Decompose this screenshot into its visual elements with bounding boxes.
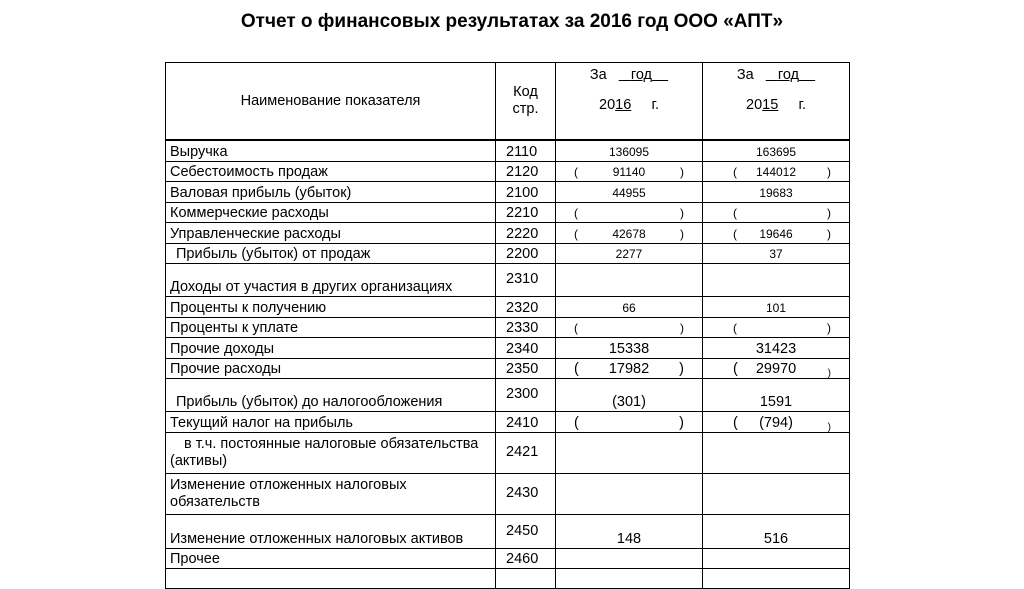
paren-open: ( bbox=[733, 414, 738, 431]
header-period-word: год bbox=[777, 67, 800, 83]
row-value-2016 bbox=[556, 411, 703, 432]
value-text: 29970 bbox=[755, 360, 797, 377]
row-value-2016 bbox=[556, 548, 703, 568]
table-row bbox=[166, 317, 850, 337]
row-name: Прочие доходы bbox=[166, 337, 496, 358]
row-code: 2310 bbox=[496, 263, 556, 296]
paren-close: ) bbox=[827, 164, 831, 179]
row-value-2015: 31423 bbox=[703, 337, 850, 358]
row-code bbox=[496, 568, 556, 588]
row-value-2016: 148 bbox=[556, 514, 703, 548]
paren-close: ) bbox=[827, 205, 831, 220]
row-value-2015 bbox=[703, 222, 850, 243]
row-name bbox=[166, 473, 496, 514]
row-code: 2210 bbox=[496, 202, 556, 222]
table-row bbox=[166, 161, 850, 181]
row-value-2016: 66 bbox=[556, 296, 703, 317]
paren-close: ) bbox=[679, 414, 684, 431]
row-name-line2: (активы) bbox=[170, 452, 228, 469]
row-value-2015: 101 bbox=[703, 296, 850, 317]
value-text: 91140 bbox=[612, 164, 646, 179]
table-row bbox=[166, 181, 850, 202]
header-year-prefix: 20 bbox=[599, 97, 616, 113]
paren-open: ( bbox=[733, 164, 737, 179]
value-text: 17982 bbox=[608, 360, 650, 377]
row-name-line2: обязательств bbox=[170, 493, 260, 510]
row-name: Себестоимость продаж bbox=[166, 161, 496, 181]
row-value-2015: 37 bbox=[703, 243, 850, 263]
header-za: За bbox=[589, 67, 607, 83]
row-value-2015: 163695 bbox=[703, 140, 850, 161]
header-year1: 16 bbox=[615, 97, 632, 113]
paren-open: ( bbox=[574, 360, 579, 377]
header-code-line2: стр. bbox=[512, 101, 539, 117]
row-value-2015 bbox=[703, 358, 850, 378]
row-value-2015: 516 bbox=[703, 514, 850, 548]
header-name: Наименование показателя bbox=[166, 63, 496, 141]
row-name: Прибыль (убыток) до налогообложения bbox=[166, 378, 496, 411]
row-code: 2300 bbox=[496, 378, 556, 411]
row-name: Валовая прибыль (убыток) bbox=[166, 181, 496, 202]
header-period-2015 bbox=[703, 63, 850, 141]
row-code: 2200 bbox=[496, 243, 556, 263]
value-text: 19646 bbox=[759, 226, 793, 241]
table-row bbox=[166, 263, 850, 296]
table-row bbox=[166, 243, 850, 263]
row-name: Коммерческие расходы bbox=[166, 202, 496, 222]
table-row bbox=[166, 411, 850, 432]
row-value-2016: (301) bbox=[556, 378, 703, 411]
row-name bbox=[166, 432, 496, 473]
row-value-2015 bbox=[703, 411, 850, 432]
row-code: 2120 bbox=[496, 161, 556, 181]
row-value-2016 bbox=[556, 358, 703, 378]
row-name-line1: в т.ч. постоянные налоговые обязательства bbox=[184, 435, 479, 452]
paren-open: ( bbox=[733, 320, 737, 335]
row-value-2016: 15338 bbox=[556, 337, 703, 358]
row-value-2015 bbox=[703, 161, 850, 181]
row-value-2015 bbox=[703, 548, 850, 568]
table-row-cutoff bbox=[166, 568, 850, 588]
header-year-suffix: г. bbox=[798, 97, 806, 113]
paren-close: ) bbox=[827, 421, 831, 432]
row-value-2016 bbox=[556, 222, 703, 243]
header-period-2016 bbox=[556, 63, 703, 141]
paren-open: ( bbox=[574, 414, 579, 431]
header-code-line1: Код bbox=[513, 84, 538, 100]
table-row bbox=[166, 548, 850, 568]
row-name: Проценты к получению bbox=[166, 296, 496, 317]
paren-open: ( bbox=[574, 164, 578, 179]
row-name: Выручка bbox=[166, 140, 496, 161]
row-value-2015 bbox=[703, 263, 850, 296]
header-za: За bbox=[736, 67, 754, 83]
paren-close: ) bbox=[680, 205, 684, 220]
row-code: 2430 bbox=[496, 473, 556, 514]
table-row bbox=[166, 296, 850, 317]
value-text: 42678 bbox=[612, 226, 646, 241]
table-row bbox=[166, 202, 850, 222]
row-name: Прибыль (убыток) от продаж bbox=[166, 243, 496, 263]
row-code: 2110 bbox=[496, 140, 556, 161]
row-code: 2340 bbox=[496, 337, 556, 358]
row-value-2015: 19683 bbox=[703, 181, 850, 202]
paren-open: ( bbox=[574, 320, 578, 335]
row-value-2016: 44955 bbox=[556, 181, 703, 202]
row-code: 2410 bbox=[496, 411, 556, 432]
table-row bbox=[166, 378, 850, 411]
paren-close: ) bbox=[827, 367, 831, 378]
row-code: 2350 bbox=[496, 358, 556, 378]
row-code: 2320 bbox=[496, 296, 556, 317]
financial-results-table bbox=[165, 62, 850, 589]
table-row bbox=[166, 222, 850, 243]
row-name bbox=[166, 568, 496, 588]
row-name-line1: Изменение отложенных налоговых bbox=[170, 476, 407, 493]
paren-close: ) bbox=[680, 320, 684, 335]
row-value-2016 bbox=[556, 317, 703, 337]
row-name: Текущий налог на прибыль bbox=[166, 411, 496, 432]
row-name: Прочее bbox=[166, 548, 496, 568]
paren-close: ) bbox=[680, 164, 684, 179]
header-year-suffix: г. bbox=[651, 97, 659, 113]
header-year2: 15 bbox=[762, 97, 779, 113]
row-value-2015 bbox=[703, 568, 850, 588]
row-value-2015 bbox=[703, 432, 850, 473]
row-value-2016 bbox=[556, 202, 703, 222]
header-year-prefix: 20 bbox=[746, 97, 763, 113]
row-name: Проценты к уплате bbox=[166, 317, 496, 337]
paren-open: ( bbox=[574, 226, 578, 241]
paren-open: ( bbox=[733, 360, 738, 377]
row-code: 2460 bbox=[496, 548, 556, 568]
row-value-2016 bbox=[556, 432, 703, 473]
paren-open: ( bbox=[733, 226, 737, 241]
row-value-2015 bbox=[703, 317, 850, 337]
paren-close: ) bbox=[827, 320, 831, 335]
row-code: 2421 bbox=[496, 432, 556, 473]
row-code: 2100 bbox=[496, 181, 556, 202]
row-name: Доходы от участия в других организациях bbox=[166, 263, 496, 296]
table-row bbox=[166, 337, 850, 358]
row-value-2015: 1591 bbox=[703, 378, 850, 411]
row-value-2016 bbox=[556, 263, 703, 296]
row-value-2015 bbox=[703, 473, 850, 514]
header-period-word: год bbox=[630, 67, 653, 83]
table-row bbox=[166, 473, 850, 514]
row-name: Изменение отложенных налоговых активов bbox=[166, 514, 496, 548]
paren-close: ) bbox=[827, 226, 831, 241]
value-text: 144012 bbox=[755, 164, 797, 179]
row-value-2016 bbox=[556, 568, 703, 588]
row-name: Прочие расходы bbox=[166, 358, 496, 378]
paren-close: ) bbox=[680, 226, 684, 241]
paren-close: ) bbox=[679, 360, 684, 377]
row-code: 2220 bbox=[496, 222, 556, 243]
row-name: Управленческие расходы bbox=[166, 222, 496, 243]
row-value-2016: 136095 bbox=[556, 140, 703, 161]
paren-open: ( bbox=[574, 205, 578, 220]
value-text: (794) bbox=[759, 414, 793, 431]
row-code: 2450 bbox=[496, 514, 556, 548]
table-row bbox=[166, 358, 850, 378]
row-value-2016 bbox=[556, 473, 703, 514]
header-code bbox=[496, 63, 556, 141]
row-code: 2330 bbox=[496, 317, 556, 337]
table-row bbox=[166, 432, 850, 473]
table-header-row bbox=[166, 63, 850, 141]
table-row bbox=[166, 514, 850, 548]
table-row bbox=[166, 140, 850, 161]
row-value-2016 bbox=[556, 161, 703, 181]
row-value-2016: 2277 bbox=[556, 243, 703, 263]
paren-open: ( bbox=[733, 205, 737, 220]
row-value-2015 bbox=[703, 202, 850, 222]
page-title: Отчет о финансовых результатах за 2016 год ООО «АПТ» bbox=[240, 11, 784, 32]
